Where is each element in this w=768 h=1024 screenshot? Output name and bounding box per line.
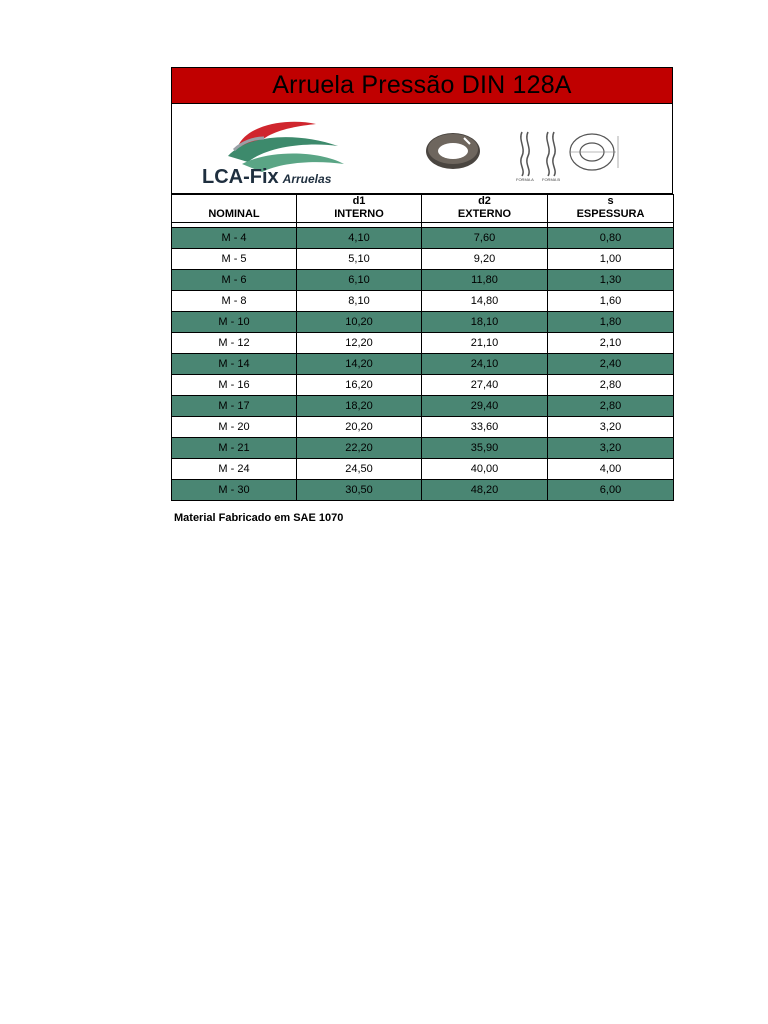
banner <box>171 104 673 194</box>
cell-externo: 7,60 <box>422 228 548 249</box>
cell-espessura: 6,00 <box>548 480 674 501</box>
cell-interno: 4,10 <box>297 228 422 249</box>
cell-externo: 40,00 <box>422 459 548 480</box>
cell-interno: 30,50 <box>297 480 422 501</box>
washer-photo-icon <box>424 130 482 172</box>
logo-brand: LCA-Fix <box>202 166 279 188</box>
table-row <box>172 417 674 438</box>
table-row <box>172 438 674 459</box>
cell-espessura: 1,00 <box>548 249 674 270</box>
cell-nominal: M - 6 <box>172 270 297 291</box>
header-espessura: s ESPESSURA <box>548 195 674 223</box>
cell-espessura: 3,20 <box>548 417 674 438</box>
table-row <box>172 333 674 354</box>
cell-espessura: 2,40 <box>548 354 674 375</box>
cell-espessura: 1,80 <box>548 312 674 333</box>
cell-interno: 12,20 <box>297 333 422 354</box>
cell-nominal: M - 30 <box>172 480 297 501</box>
cell-espessura: 1,30 <box>548 270 674 291</box>
spec-sheet <box>171 67 673 501</box>
header-interno: d1 INTERNO <box>297 195 422 223</box>
cell-externo: 29,40 <box>422 396 548 417</box>
table-row <box>172 270 674 291</box>
cell-externo: 9,20 <box>422 249 548 270</box>
forma-a-label: FORMA A <box>516 177 534 182</box>
cell-nominal: M - 8 <box>172 291 297 312</box>
washer-technical-drawing-icon <box>514 126 624 182</box>
cell-espessura: 3,20 <box>548 438 674 459</box>
table-row <box>172 480 674 501</box>
cell-nominal: M - 5 <box>172 249 297 270</box>
table-row <box>172 249 674 270</box>
cell-externo: 21,10 <box>422 333 548 354</box>
cell-nominal: M - 24 <box>172 459 297 480</box>
cell-nominal: M - 12 <box>172 333 297 354</box>
cell-externo: 33,60 <box>422 417 548 438</box>
header-nominal: NOMINAL <box>172 195 297 223</box>
cell-externo: 48,20 <box>422 480 548 501</box>
table-row <box>172 396 674 417</box>
forma-b-label: FORMA B <box>542 177 561 182</box>
sheet-title: Arruela Pressão DIN 128A <box>171 67 673 104</box>
cell-nominal: M - 14 <box>172 354 297 375</box>
logo-sub: Arruelas <box>282 172 332 186</box>
material-footnote: Material Fabricado em SAE 1070 <box>174 512 344 524</box>
cell-interno: 20,20 <box>297 417 422 438</box>
table-row <box>172 375 674 396</box>
cell-externo: 35,90 <box>422 438 548 459</box>
table-row <box>172 354 674 375</box>
logo-text <box>202 166 331 189</box>
cell-espessura: 1,60 <box>548 291 674 312</box>
cell-interno: 6,10 <box>297 270 422 291</box>
table-header-row <box>172 195 674 223</box>
cell-espessura: 2,10 <box>548 333 674 354</box>
cell-nominal: M - 20 <box>172 417 297 438</box>
cell-nominal: M - 17 <box>172 396 297 417</box>
cell-nominal: M - 4 <box>172 228 297 249</box>
cell-interno: 24,50 <box>297 459 422 480</box>
cell-nominal: M - 10 <box>172 312 297 333</box>
header-externo: d2 EXTERNO <box>422 195 548 223</box>
table-row <box>172 312 674 333</box>
cell-externo: 14,80 <box>422 291 548 312</box>
cell-interno: 10,20 <box>297 312 422 333</box>
cell-espessura: 0,80 <box>548 228 674 249</box>
cell-espessura: 4,00 <box>548 459 674 480</box>
cell-nominal: M - 21 <box>172 438 297 459</box>
cell-interno: 14,20 <box>297 354 422 375</box>
table-row <box>172 291 674 312</box>
washer-spec-table <box>171 194 674 501</box>
cell-externo: 18,10 <box>422 312 548 333</box>
table-row <box>172 228 674 249</box>
cell-externo: 27,40 <box>422 375 548 396</box>
table-row <box>172 459 674 480</box>
cell-interno: 22,20 <box>297 438 422 459</box>
cell-externo: 24,10 <box>422 354 548 375</box>
cell-interno: 16,20 <box>297 375 422 396</box>
cell-interno: 5,10 <box>297 249 422 270</box>
cell-espessura: 2,80 <box>548 375 674 396</box>
cell-interno: 8,10 <box>297 291 422 312</box>
cell-interno: 18,20 <box>297 396 422 417</box>
cell-espessura: 2,80 <box>548 396 674 417</box>
cell-externo: 11,80 <box>422 270 548 291</box>
lca-fix-logo <box>198 116 348 188</box>
cell-nominal: M - 16 <box>172 375 297 396</box>
